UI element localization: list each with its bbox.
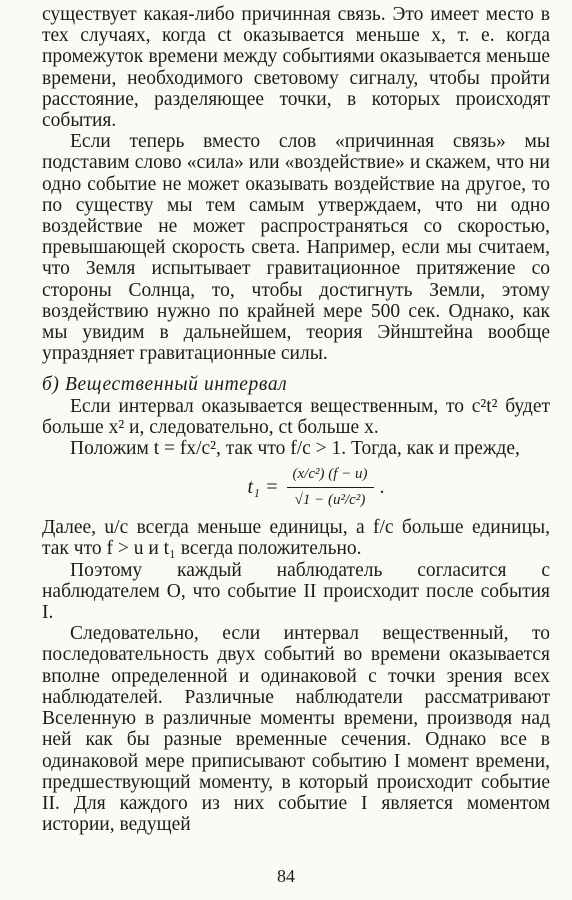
paragraph-causal-continuation: существует какая-либо причинная связь. Это имеет место в тех случаях, когда ct оказывается меньше x, т. е. когда промежуток времени между событиями оказывается меньше времени, необходимого световому сигналу, чтобы пройти расстояние, разделяющее точки, в которых происходят события. — [42, 4, 550, 132]
paragraph-u-over-c: Далее, u/c всегда меньше единицы, а f/c больше единицы, так что f > u и t₁ всегда положительно. — [42, 517, 550, 560]
formula-t1 — [42, 461, 550, 513]
body-text — [42, 4, 550, 835]
paragraph-real-interval: Если интервал оказывается вещественным, то c²t² будет больше x² и, следовательно, ct больше x. — [42, 395, 550, 438]
formula-fraction — [287, 464, 374, 511]
paragraph-force-influence: Если теперь вместо слов «причинная связь» мы подставим слово «сила» или «воздействие» и скажем, что ни одно событие не может оказывать воздействие на другое, то по существу мы тем самым утверждаем, что ни одно воздействие не может распространяться со скоростью, превышающей скорость света. Например, если мы считаем, что Земля испытывает гравитационное притяжение со стороны Солнца, то, чтобы достигнуть Земли, этому воздействию нужно по крайней мере 500 сек. Однако, как мы увидим в дальнейшем, теория Эйнштейна вообще упраздняет гравитационные силы. — [42, 131, 550, 365]
paragraph-let-t: Положим t = fx/c², так что f/c > 1. Тогда, как и прежде, — [70, 438, 520, 460]
formula-lhs: t₁ = — [247, 475, 279, 498]
page-number: 84 — [277, 866, 295, 886]
section-heading: б) Вещественный интервал — [42, 374, 288, 396]
paragraph-consequently: Следовательно, если интервал вещественный, то последовательность двух событий во времени оказывается вполне определенной и одинаковой с точки зрения всех наблюдателей. Различные наблюдатели рассматривают Вселенную в различные моменты времени, производя над ней как бы разные временные сечения. Однако все в одинаковой мере приписывают событию I момент времени, предшествующий моменту, в который происходит событие II. Для каждого из них событие I является моментом истории, ведущей — [42, 623, 550, 836]
formula-period: . — [379, 475, 385, 498]
paragraph-observer-agreement: Поэтому каждый наблюдатель согласится с наблюдателем O, что событие II происходит после события I. — [42, 559, 550, 624]
formula-numerator: (x/c²) (f − u) — [287, 464, 374, 488]
formula-denominator: √1 − (u²/c²) — [294, 491, 366, 508]
